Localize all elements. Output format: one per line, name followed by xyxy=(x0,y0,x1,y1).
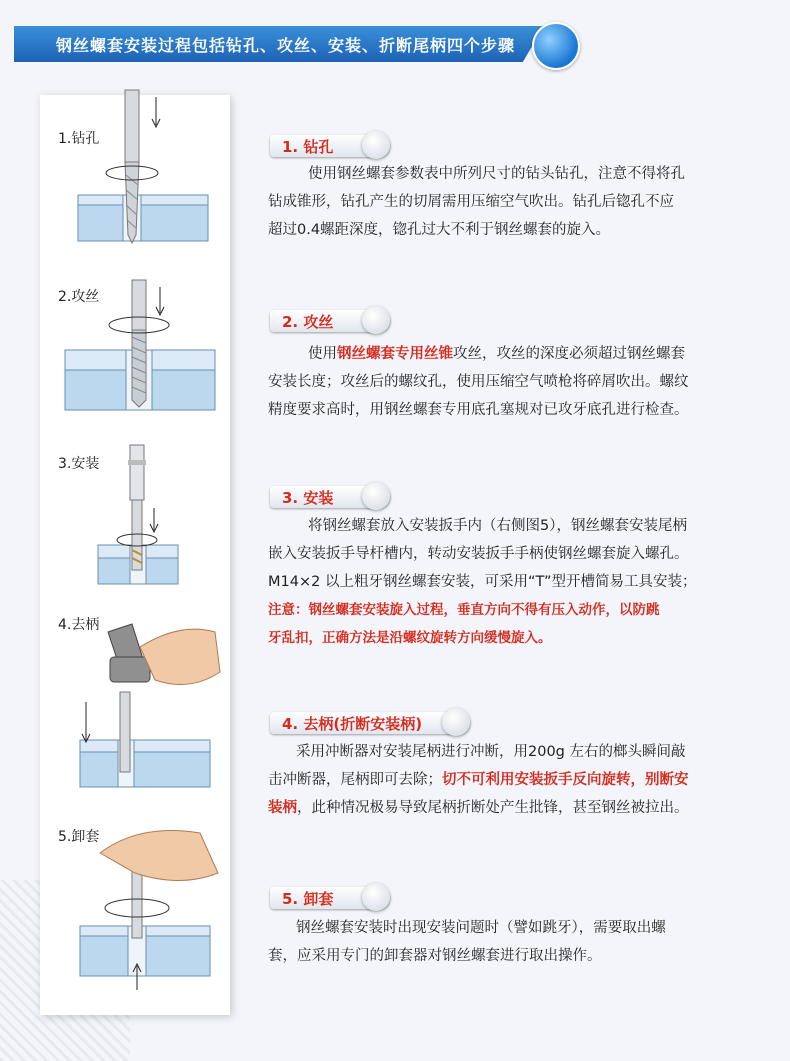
badge-circle-icon xyxy=(362,131,390,159)
section-text-remove-tang xyxy=(268,738,768,822)
text-line: 使用钢丝螺套参数表中所列尺寸的钻头钻孔，注意不得将孔 xyxy=(308,166,685,182)
text-line xyxy=(268,794,768,822)
text-line xyxy=(268,340,768,368)
step-label-tap: 2.攻丝 xyxy=(58,289,100,305)
badge-circle-icon xyxy=(362,306,390,334)
highlight-text: 装柄 xyxy=(268,800,297,816)
text-segment: 击冲断器，尾柄即可去除； xyxy=(268,772,442,788)
section-badge-install xyxy=(270,486,390,508)
highlight-text: 切不可利用安装扳手反向旋转，别断安 xyxy=(442,772,689,788)
text-line: M14×2 以上粗牙钢丝螺套安装，可采用“T”型开槽简易工具安装； xyxy=(268,574,697,590)
section-text-install xyxy=(268,512,768,652)
banner-circle-icon xyxy=(532,22,580,70)
tap-illustration xyxy=(60,275,220,420)
text-segment: ，此种情况极易导致尾柄折断处产生批锋，甚至钢丝被拉出。 xyxy=(297,800,689,816)
section-title-remove-tang: 4. 去柄(折断安装柄) xyxy=(282,715,423,733)
text-line: 钢丝螺套安装时出现安装问题时（譬如跳牙），需要取出螺 xyxy=(296,920,666,936)
step-label-install: 3.安装 xyxy=(58,456,100,472)
highlight-text: 钢丝螺套专用丝锥 xyxy=(337,346,453,362)
section-title-tap: 2. 攻丝 xyxy=(282,313,334,331)
badge-circle-icon xyxy=(362,482,390,510)
step-label-extract: 5.卸套 xyxy=(58,829,100,845)
text-segment: 攻丝，攻丝的深度必须超过钢丝螺套 xyxy=(453,346,685,362)
warning-line: 牙乱扣，正确方法是沿螺纹旋转方向缓慢旋入。 xyxy=(268,630,552,646)
badge-circle-icon xyxy=(442,708,470,736)
section-text-extract xyxy=(268,914,768,970)
remove-tang-illustration xyxy=(60,612,225,802)
section-badge-extract xyxy=(270,887,390,909)
text-line: 超过0.4螺距深度，锪孔过大不利于钢丝螺套的旋入。 xyxy=(268,222,611,238)
warning-line: 注意：钢丝螺套安装旋入过程，垂直方向不得有压入动作，以防跳 xyxy=(268,602,660,618)
badge-circle-icon xyxy=(362,883,390,911)
text-line: 采用冲断器对安装尾柄进行冲断，用200g 左右的榔头瞬间敲 xyxy=(296,744,686,760)
section-badge-drill xyxy=(270,135,390,157)
section-badge-tap xyxy=(270,310,390,332)
section-title-extract: 5. 卸套 xyxy=(282,890,334,908)
section-title-install: 3. 安装 xyxy=(282,489,334,507)
text-segment: 使用 xyxy=(308,346,337,362)
text-line: 精度要求高时，用钢丝螺套专用底孔塞规对已攻牙底孔进行检查。 xyxy=(268,402,689,418)
install-illustration xyxy=(60,440,210,590)
text-line: 安装长度；攻丝后的螺纹孔，使用压缩空气喷枪将碎屑吹出。螺纹 xyxy=(268,374,689,390)
text-line: 将钢丝螺套放入安装扳手内（右侧图5），钢丝螺套安装尾柄 xyxy=(308,518,687,534)
step-label-drill: 1.钻孔 xyxy=(58,131,100,147)
text-line: 嵌入安装扳手导杆槽内，转动安装扳手手柄使钢丝螺套旋入螺孔。 xyxy=(268,546,689,562)
step-label-remove-tang: 4.去柄 xyxy=(58,617,100,633)
text-line xyxy=(268,766,768,794)
text-line: 钻成锥形，钻孔产生的切屑需用压缩空气吹出。钻孔后锪孔不应 xyxy=(268,194,674,210)
extract-illustration xyxy=(60,818,225,993)
section-text-tap xyxy=(268,340,768,424)
page-title: 钢丝螺套安装过程包括钻孔、攻丝、安装、折断尾柄四个步骤 xyxy=(56,36,516,55)
drill-illustration xyxy=(60,85,210,255)
section-title-drill: 1. 钻孔 xyxy=(282,138,334,156)
text-line: 套，应采用专门的卸套器对钢丝螺套进行取出操作。 xyxy=(268,948,602,964)
section-badge-remove-tang xyxy=(270,712,470,734)
section-text-drill xyxy=(268,160,768,244)
